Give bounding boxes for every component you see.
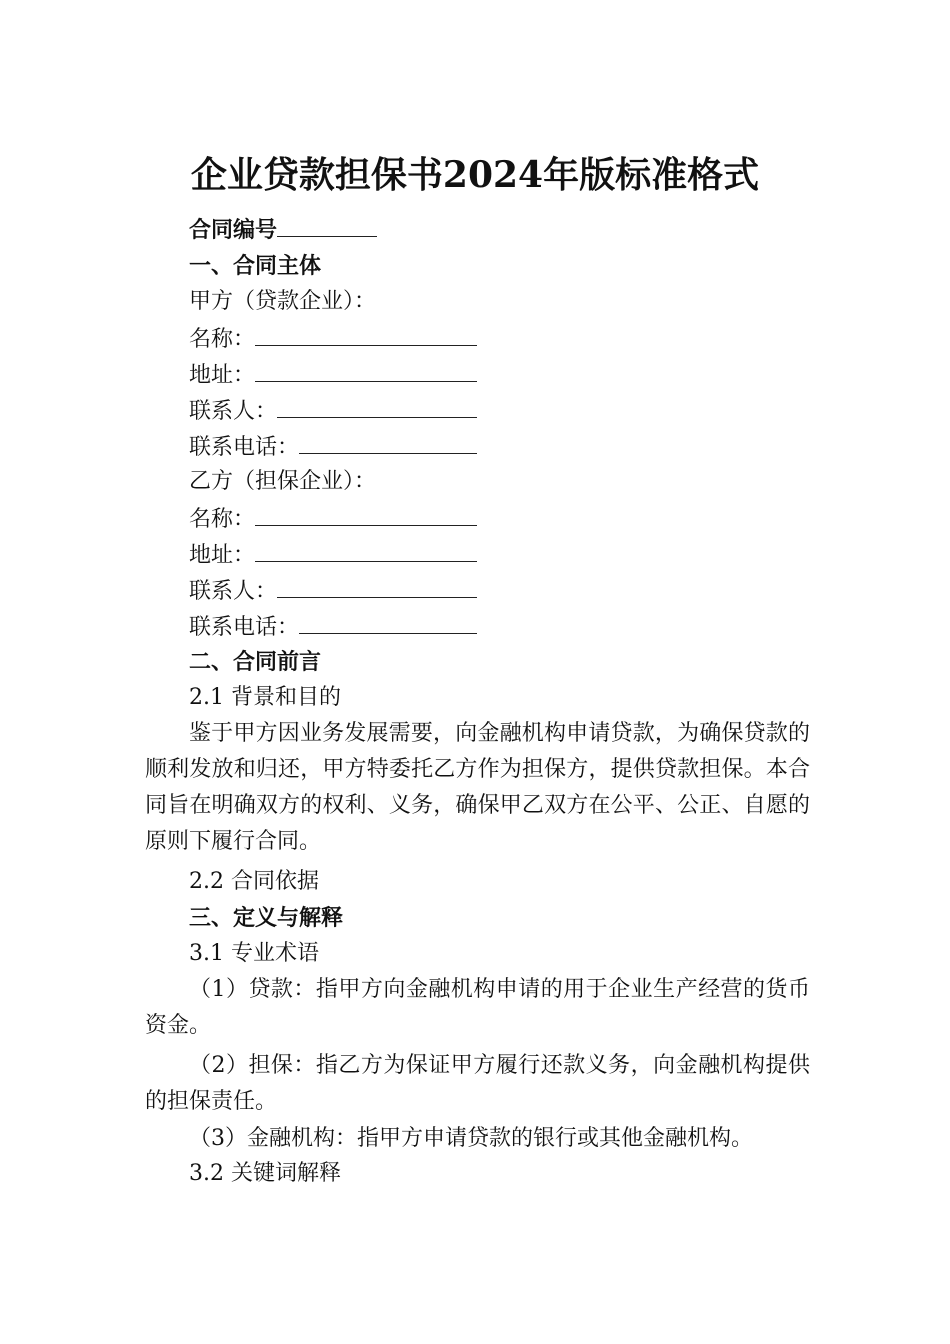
section-heading-2: 二、合同前言 [189, 649, 322, 675]
party-a-address-blank[interactable] [255, 359, 477, 382]
party-b-phone-line [189, 611, 477, 643]
party-b-contact-blank[interactable] [277, 575, 477, 598]
party-b-address-blank[interactable] [255, 539, 477, 562]
contract-number-label: 合同编号 [189, 217, 278, 243]
party-a-phone-label: 联系电话： [189, 435, 300, 460]
party-a-phone-blank[interactable] [299, 431, 477, 454]
party-a-phone-line [189, 431, 477, 463]
party-a-contact-label: 联系人： [189, 399, 278, 424]
definition-item-3: （3）金融机构：指甲方申请贷款的银行或其他金融机构。 [189, 1126, 753, 1151]
party-a-contact-line [189, 395, 477, 427]
subheading-3-2: 3.2 关键词解释 [189, 1161, 341, 1186]
document-title: 企业贷款担保书2024年版标准格式 [190, 154, 760, 196]
party-b-address-label: 地址： [189, 543, 256, 568]
party-a-name-blank[interactable] [255, 323, 477, 346]
party-b-heading: 乙方（担保企业）： [189, 469, 377, 494]
definition-item-1: （1）贷款：指甲方向金融机构申请的用于企业生产经营的货币资金。 [145, 977, 810, 1038]
subheading-3-1: 3.1 专业术语 [189, 941, 319, 966]
definition-item-2: （2）担保：指乙方为保证甲方履行还款义务，向金融机构提供的担保责任。 [145, 1053, 810, 1114]
party-b-phone-blank[interactable] [299, 611, 477, 634]
contract-number-blank[interactable] [277, 214, 377, 237]
section-heading-3: 三、定义与解释 [189, 905, 344, 931]
subheading-2-2: 2.2 合同依据 [189, 869, 319, 894]
party-b-name-line [189, 503, 477, 535]
party-b-name-label: 名称： [189, 507, 256, 532]
party-b-address-line [189, 539, 477, 571]
party-a-address-label: 地址： [189, 363, 256, 388]
background-paragraph: 鉴于甲方因业务发展需要，向金融机构申请贷款，为确保贷款的顺利发放和归还，甲方特委托乙方作为担保方，提供贷款担保。本合同旨在明确双方的权利、义务，确保甲乙双方在公平、公正、自愿的原则下履行合同。 [145, 721, 810, 854]
party-b-contact-line [189, 575, 477, 607]
party-a-name-line [189, 323, 477, 355]
section-heading-1: 一、合同主体 [189, 253, 322, 279]
party-b-name-blank[interactable] [255, 503, 477, 526]
party-a-heading: 甲方（贷款企业）： [189, 289, 377, 314]
contract-number-line [189, 214, 377, 245]
party-b-contact-label: 联系人： [189, 579, 278, 604]
subheading-2-1: 2.1 背景和目的 [189, 685, 341, 710]
party-a-name-label: 名称： [189, 327, 256, 352]
party-b-phone-label: 联系电话： [189, 615, 300, 640]
party-a-address-line [189, 359, 477, 391]
party-a-contact-blank[interactable] [277, 395, 477, 418]
